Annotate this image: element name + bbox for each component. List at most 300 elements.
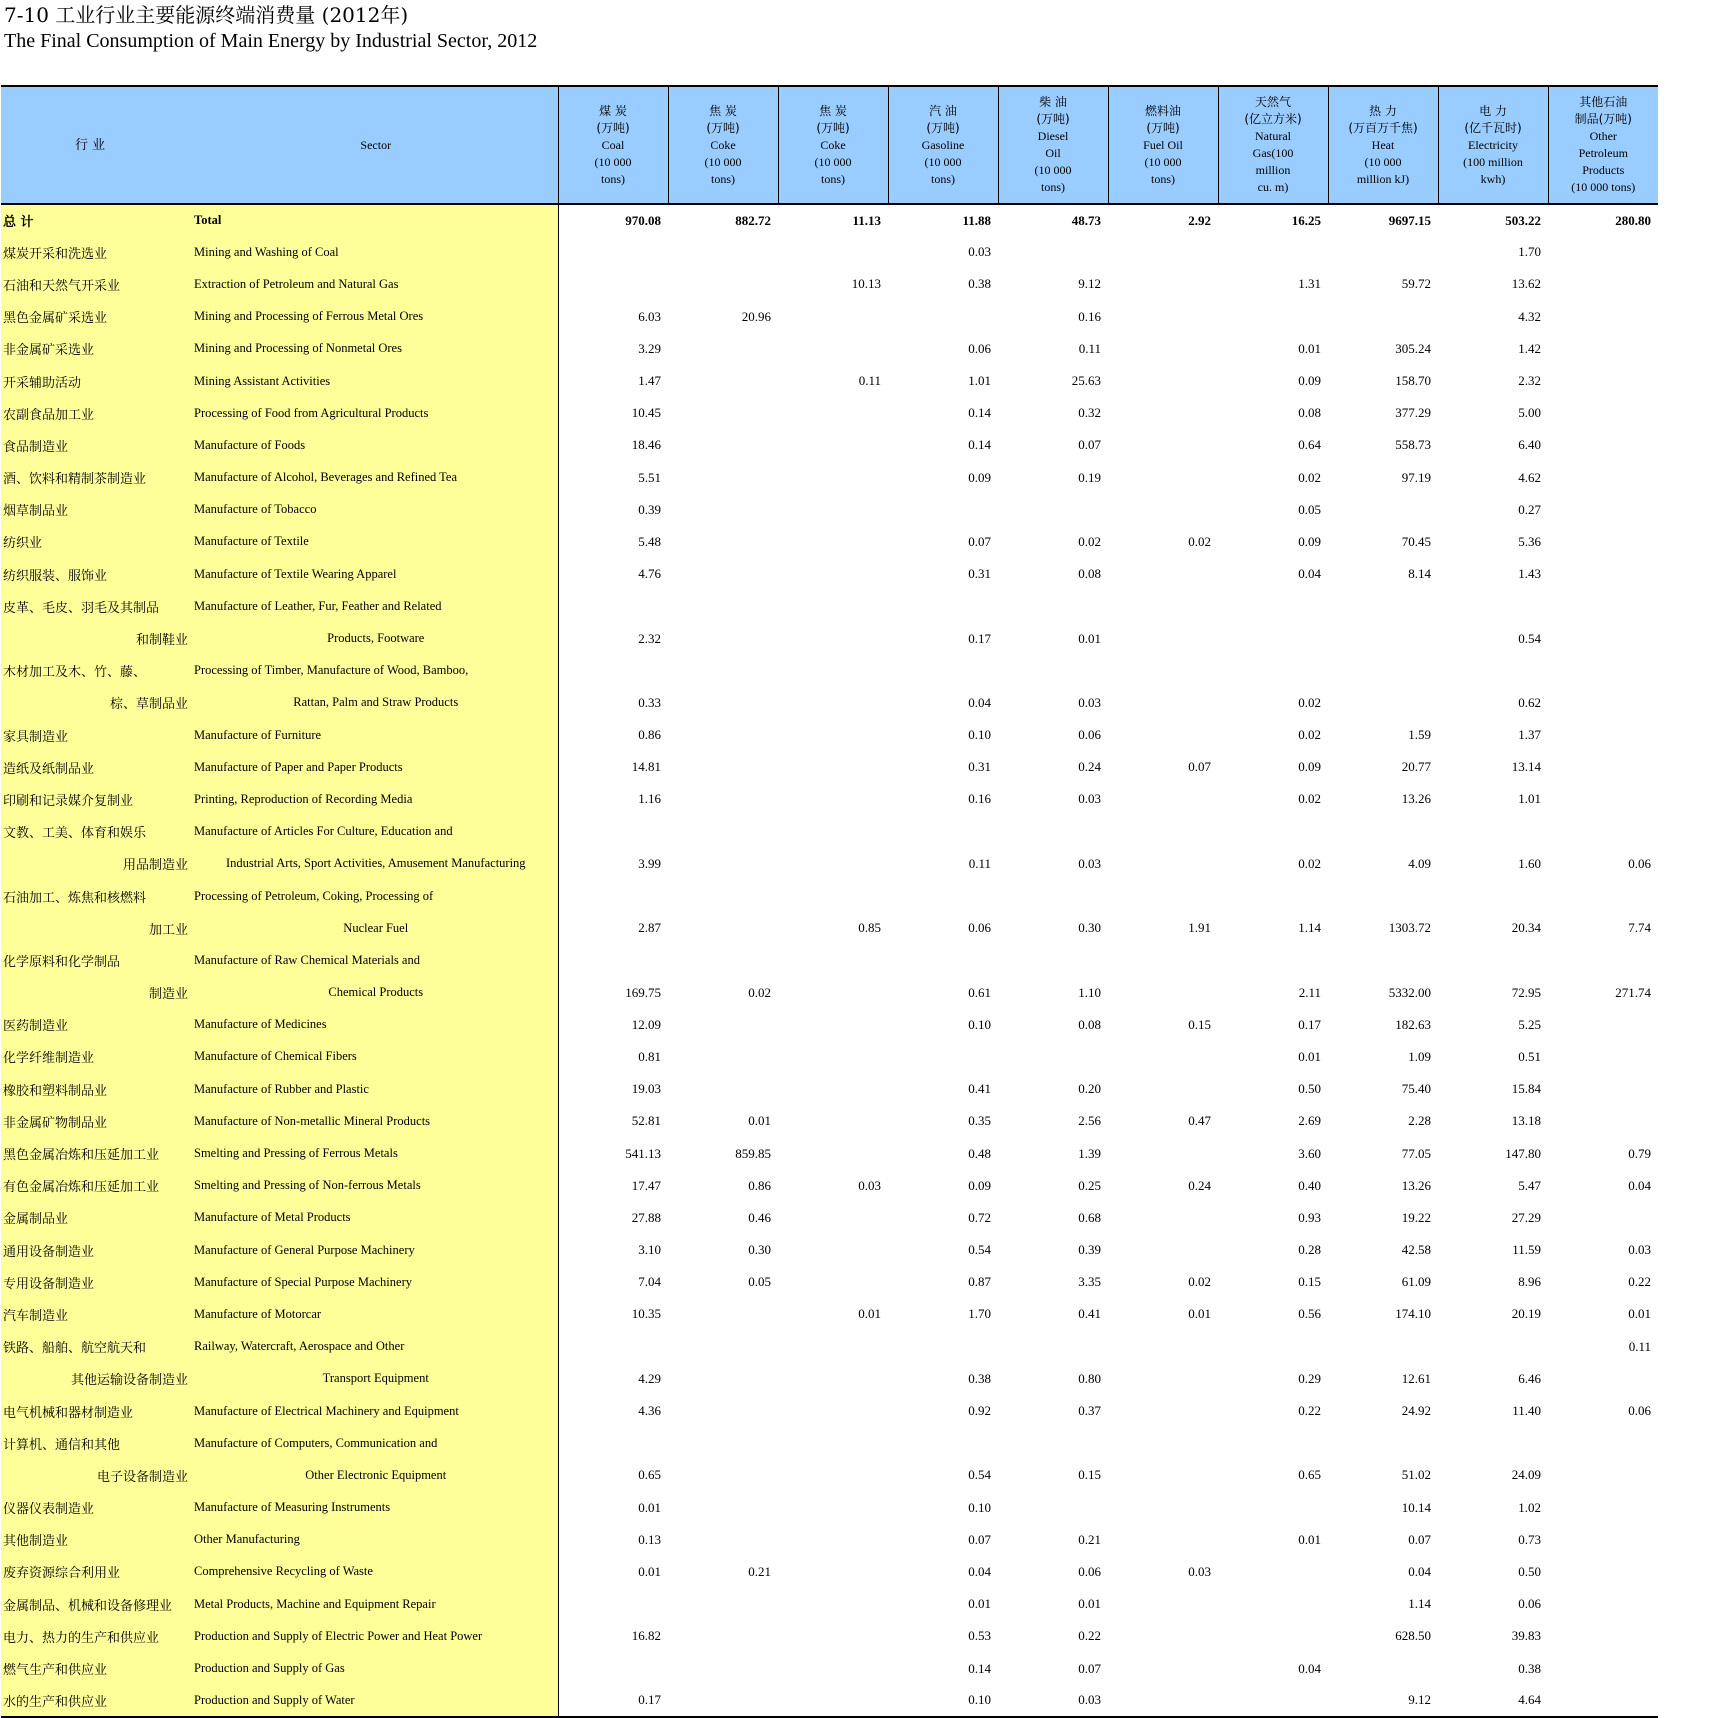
table-cell: 0.08 [1078, 566, 1101, 582]
table-cell [888, 880, 998, 912]
table-cell: 0.38 [1518, 1660, 1541, 1676]
table-cell: 9697.15 [1388, 212, 1431, 228]
table-row [1, 429, 1658, 461]
table-row [1, 1652, 1658, 1684]
table-cell [668, 1685, 778, 1717]
table-cell: 19.03 [558, 1073, 668, 1105]
table-body [1, 204, 1658, 1717]
header-column-en: tons) [1041, 180, 1065, 194]
table-cell: 5.36 [1518, 533, 1541, 549]
table-cell: 0.22 [1298, 1403, 1321, 1419]
table-cell [1548, 719, 1658, 751]
header-column-unit: (万吨) [816, 120, 850, 135]
table-cell [1108, 494, 1218, 526]
page-title-cn: 7-10 工业行业主要能源终端消费量 (2012年) [4, 3, 409, 27]
table-cell: 0.10 [968, 1016, 991, 1032]
table-cell: 14.81 [558, 751, 668, 783]
table-cell [778, 397, 888, 429]
table-cell: 169.75 [558, 977, 668, 1009]
row-sector-cn: 制造业 [1, 977, 194, 1009]
table-cell [668, 1524, 778, 1556]
table-cell [668, 944, 778, 976]
table-cell: 0.86 [748, 1177, 771, 1193]
table-cell [778, 1363, 888, 1395]
table-cell: 0.93 [1298, 1209, 1321, 1225]
table-cell: 20.96 [741, 308, 771, 324]
table-cell: 0.07 [1078, 437, 1101, 453]
table-row [1, 1427, 1658, 1459]
header-sector-cn: 行 业 [1, 86, 194, 204]
table-cell [778, 622, 888, 654]
table-cell [998, 236, 1108, 268]
row-sector-cn: 其他制造业 [1, 1524, 194, 1556]
table-cell: 13.14 [1511, 759, 1541, 775]
table-cell: 0.28 [1298, 1242, 1321, 1258]
table-row [1, 848, 1658, 880]
table-cell [558, 816, 668, 848]
row-sector-cn: 非金属矿采选业 [1, 333, 194, 365]
row-sector-en: Total [194, 204, 558, 236]
table-cell [778, 816, 888, 848]
table-cell [668, 236, 778, 268]
table-cell [558, 1331, 668, 1363]
row-sector-cn: 纺织服装、服饰业 [1, 558, 194, 590]
table-cell [1328, 1331, 1438, 1363]
table-cell: 12.61 [1401, 1370, 1431, 1386]
table-cell: 72.95 [1511, 984, 1541, 1000]
row-sector-en: Printing, Reproduction of Recording Media [194, 783, 558, 815]
table-cell [1548, 397, 1658, 429]
table-cell: 0.09 [968, 1177, 991, 1193]
table-cell: 4.36 [558, 1395, 668, 1427]
row-sector-en: Smelting and Pressing of Ferrous Metals [194, 1137, 558, 1169]
table-cell [778, 1331, 888, 1363]
table-cell [1218, 1588, 1328, 1620]
table-cell [1328, 494, 1438, 526]
row-sector-cn: 水的生产和供应业 [1, 1685, 194, 1717]
table-row [1, 1459, 1658, 1491]
table-row [1, 301, 1658, 333]
table-cell [778, 1105, 888, 1137]
table-cell [1108, 1395, 1218, 1427]
table-cell: 0.92 [968, 1403, 991, 1419]
table-cell [778, 1395, 888, 1427]
header-column-en: Other [1589, 129, 1617, 143]
table-cell: 0.41 [968, 1081, 991, 1097]
row-sector-cn: 电子设备制造业 [1, 1459, 194, 1491]
table-cell: 5.51 [558, 462, 668, 494]
table-cell: 0.04 [968, 1563, 991, 1579]
header-column-en: tons) [1151, 171, 1175, 186]
table-cell [1548, 1685, 1658, 1717]
row-sector-cn: 金属制品、机械和设备修理业 [1, 1588, 194, 1620]
row-sector-cn: 酒、饮料和精制茶制造业 [1, 462, 194, 494]
table-row [1, 1492, 1658, 1524]
table-cell [1438, 1331, 1548, 1363]
table-cell: 4.64 [1438, 1685, 1548, 1717]
header-column [1108, 86, 1218, 204]
table-cell [1108, 783, 1218, 815]
row-sector-cn: 煤炭开采和洗选业 [1, 236, 194, 268]
table-cell [778, 1556, 888, 1588]
table-cell: 3.29 [558, 333, 668, 365]
row-sector-en: Rattan, Palm and Straw Products [194, 687, 558, 719]
table-cell: 18.46 [558, 429, 668, 461]
row-sector-en: Manufacture of Textile [194, 526, 558, 558]
table-cell [778, 236, 888, 268]
table-row [1, 622, 1658, 654]
row-sector-en: Manufacture of Medicines [194, 1009, 558, 1041]
table-cell [668, 1298, 778, 1330]
table-cell [1548, 1363, 1658, 1395]
table-cell [1548, 1041, 1658, 1073]
row-sector-cn: 木材加工及木、竹、藤、 [1, 655, 194, 687]
table-cell: 0.50 [1298, 1081, 1321, 1097]
table-cell [1108, 977, 1218, 1009]
row-sector-en: Mining and Processing of Nonmetal Ores [194, 333, 558, 365]
table-cell: 0.09 [968, 469, 991, 485]
table-cell [778, 1652, 888, 1684]
row-sector-cn: 专用设备制造业 [1, 1266, 194, 1298]
table-cell: 0.03 [1078, 694, 1101, 710]
table-cell [1328, 590, 1438, 622]
table-cell [1548, 1427, 1658, 1459]
header-column-en: Coke [710, 137, 736, 152]
table-cell: 0.02 [1298, 469, 1321, 485]
table-cell: 0.05 [1298, 501, 1321, 517]
table-cell: 0.03 [998, 1685, 1108, 1717]
table-cell [778, 719, 888, 751]
table-cell [1218, 655, 1328, 687]
table-cell [668, 397, 778, 429]
table-cell: 0.01 [858, 1306, 881, 1322]
table-cell: 0.03 [1078, 791, 1101, 807]
table-cell [1108, 1137, 1218, 1169]
table-cell: 0.02 [1188, 1274, 1211, 1290]
header-column-en: cu. m) [1257, 180, 1289, 194]
table-cell: 1.10 [1078, 984, 1101, 1000]
table-cell: 1.91 [1188, 920, 1211, 936]
table-cell [558, 1427, 668, 1459]
header-column [998, 86, 1108, 204]
table-cell: 0.27 [1518, 501, 1541, 517]
table-cell: 0.02 [1298, 855, 1321, 871]
table-cell [888, 816, 998, 848]
table-row [1, 1556, 1658, 1588]
row-sector-en: Manufacture of Computers, Communication and [194, 1427, 558, 1459]
table-cell [668, 1363, 778, 1395]
table-cell: 0.30 [1078, 920, 1101, 936]
table-row [1, 333, 1658, 365]
table-cell [1548, 622, 1658, 654]
row-sector-cn: 非金属矿物制品业 [1, 1105, 194, 1137]
row-sector-en: Manufacture of Textile Wearing Apparel [194, 558, 558, 590]
table-cell: 24.92 [1401, 1403, 1431, 1419]
row-sector-en: Manufacture of Articles For Culture, Education and [194, 816, 558, 848]
table-cell [668, 333, 778, 365]
table-cell: 1.70 [968, 1306, 991, 1322]
table-cell: 6.40 [1518, 437, 1541, 453]
table-cell [1108, 397, 1218, 429]
table-cell: 0.16 [968, 791, 991, 807]
table-cell [1218, 944, 1328, 976]
row-sector-cn: 家具制造业 [1, 719, 194, 751]
header-column-unit: (万吨) [1036, 112, 1070, 126]
row-sector-cn: 印刷和记录媒介复制业 [1, 783, 194, 815]
table-cell [888, 655, 998, 687]
header-column-unit: (万百万千焦) [1348, 120, 1418, 135]
header-column-en: (10 000 [924, 154, 962, 169]
table-cell [1108, 880, 1218, 912]
table-cell [778, 429, 888, 461]
table-cell [1548, 590, 1658, 622]
table-cell: 0.38 [968, 1370, 991, 1386]
header-column-en: Electricity [1468, 137, 1518, 152]
row-sector-en: Railway, Watercraft, Aerospace and Other [194, 1331, 558, 1363]
table-cell [998, 1041, 1108, 1073]
row-sector-en: Nuclear Fuel [194, 912, 558, 944]
row-sector-cn: 铁路、船舶、航空航天和 [1, 1331, 194, 1363]
table-cell [1438, 1427, 1548, 1459]
table-cell [1328, 687, 1438, 719]
table-cell: 0.35 [968, 1113, 991, 1129]
table-cell [1108, 429, 1218, 461]
table-cell: 0.03 [1628, 1242, 1651, 1258]
table-cell: 1.01 [968, 373, 991, 389]
table-cell: 5.00 [1518, 405, 1541, 421]
row-sector-en: Processing of Timber, Manufacture of Wood, Bamboo, [194, 655, 558, 687]
table-cell: 0.54 [968, 1467, 991, 1483]
table-cell [1218, 1556, 1328, 1588]
row-sector-cn: 电气机械和器材制造业 [1, 1395, 194, 1427]
table-cell: 0.01 [1078, 1596, 1101, 1612]
header-column-unit: (万吨) [926, 120, 960, 135]
header-column [1438, 86, 1548, 204]
table-cell [778, 1041, 888, 1073]
table-cell: 0.07 [1408, 1531, 1431, 1547]
table-cell [1108, 622, 1218, 654]
row-sector-en: Smelting and Pressing of Non-ferrous Metals [194, 1170, 558, 1202]
table-row [1, 783, 1658, 815]
table-cell: 3.60 [1298, 1145, 1321, 1161]
table-cell: 0.03 [858, 1177, 881, 1193]
table-cell: 0.14 [968, 405, 991, 421]
row-sector-cn: 电力、热力的生产和供应业 [1, 1620, 194, 1652]
table-row [1, 462, 1658, 494]
table-cell: 10.13 [851, 276, 881, 292]
table-cell [668, 751, 778, 783]
table-cell: 4.76 [558, 558, 668, 590]
table-cell [1328, 236, 1438, 268]
table-cell [1218, 816, 1328, 848]
table-cell: 859.85 [735, 1145, 771, 1161]
table-cell [778, 751, 888, 783]
table-cell: 13.26 [1401, 791, 1431, 807]
table-cell: 25.63 [1071, 373, 1101, 389]
table-cell [1548, 1652, 1658, 1684]
table-row [1, 397, 1658, 429]
table-cell: 4.62 [1518, 469, 1541, 485]
row-sector-en: Manufacture of Metal Products [194, 1202, 558, 1234]
table-cell: 0.50 [1518, 1563, 1541, 1579]
table-row [1, 1298, 1658, 1330]
table-row [1, 655, 1658, 687]
table-cell [1548, 333, 1658, 365]
table-cell: 305.24 [1395, 340, 1431, 356]
table-cell: 0.10 [968, 1499, 991, 1515]
table-cell: 0.31 [968, 566, 991, 582]
table-row [1, 268, 1658, 300]
table-cell [778, 301, 888, 333]
table-cell [1108, 816, 1218, 848]
row-sector-en: Manufacture of Measuring Instruments [194, 1492, 558, 1524]
table-cell: 0.65 [558, 1459, 668, 1491]
table-cell: 27.88 [558, 1202, 668, 1234]
header-column-en: Petroleum [1578, 146, 1628, 160]
table-cell [778, 848, 888, 880]
table-cell [778, 494, 888, 526]
table-cell: 0.21 [1078, 1531, 1101, 1547]
table-cell: 70.45 [1401, 533, 1431, 549]
table-cell: 1.01 [1518, 791, 1541, 807]
table-cell: 1.14 [1298, 920, 1321, 936]
header-column [778, 86, 888, 204]
row-sector-cn: 医药制造业 [1, 1009, 194, 1041]
table-cell: 11.59 [1512, 1242, 1541, 1258]
table-cell: 0.01 [1078, 630, 1101, 646]
table-cell [1548, 365, 1658, 397]
table-cell [1548, 1073, 1658, 1105]
header-column [1328, 86, 1438, 204]
table-cell: 3.35 [1078, 1274, 1101, 1290]
table-cell: 0.62 [1518, 694, 1541, 710]
table-cell [1328, 655, 1438, 687]
table-cell [668, 590, 778, 622]
table-cell: 0.86 [558, 719, 668, 751]
row-sector-cn: 加工业 [1, 912, 194, 944]
table-cell [1108, 1620, 1218, 1652]
table-row [1, 494, 1658, 526]
row-sector-cn: 计算机、通信和其他 [1, 1427, 194, 1459]
header-column-cn: 电 力 [1479, 103, 1507, 118]
table-row [1, 526, 1658, 558]
table-cell: 0.14 [968, 437, 991, 453]
table-cell: 0.31 [968, 759, 991, 775]
row-sector-en: Other Manufacturing [194, 1524, 558, 1556]
table-cell [558, 590, 668, 622]
table-cell [1218, 1492, 1328, 1524]
header-column-cn: 焦 炭 [709, 103, 737, 118]
table-cell [1548, 1556, 1658, 1588]
table-cell [668, 1331, 778, 1363]
table-row [1, 1202, 1658, 1234]
table-cell [1548, 1459, 1658, 1491]
row-sector-cn: 化学原料和化学制品 [1, 944, 194, 976]
table-cell [778, 1685, 888, 1717]
table-cell [668, 429, 778, 461]
table-cell [1218, 1685, 1328, 1717]
table-cell: 0.07 [968, 1531, 991, 1547]
row-sector-cn: 石油和天然气开采业 [1, 268, 194, 300]
table-cell [1108, 1041, 1218, 1073]
table-cell: 7.74 [1628, 920, 1651, 936]
table-cell: 16.25 [1291, 212, 1321, 228]
table-cell: 147.80 [1505, 1145, 1541, 1161]
table-cell [1438, 944, 1548, 976]
table-row [1, 1137, 1658, 1169]
table-row [1, 880, 1658, 912]
row-sector-cn: 石油加工、炼焦和核燃料 [1, 880, 194, 912]
row-sector-cn: 其他运输设备制造业 [1, 1363, 194, 1395]
table-cell [668, 526, 778, 558]
header-column-en: Coal [601, 137, 625, 152]
table-cell: 0.06 [968, 920, 991, 936]
table-cell [1328, 816, 1438, 848]
table-cell [1328, 622, 1438, 654]
table-cell [668, 365, 778, 397]
table-cell: 4.29 [558, 1363, 668, 1395]
table-row [1, 1170, 1658, 1202]
table-cell [778, 977, 888, 1009]
table-cell: 10.35 [558, 1298, 668, 1330]
header-column-en: (10 000 [704, 154, 742, 169]
row-sector-en: Manufacture of Chemical Fibers [194, 1041, 558, 1073]
table-cell: 0.19 [1078, 469, 1101, 485]
table-cell [1108, 687, 1218, 719]
table-cell [1108, 655, 1218, 687]
table-cell [778, 333, 888, 365]
header-column-en: Gas(100 [1252, 146, 1294, 160]
table-cell: 1.39 [1078, 1145, 1101, 1161]
table-cell [1328, 1652, 1438, 1684]
header-column-unit: (万吨) [596, 120, 630, 135]
table-cell: 27.29 [1511, 1209, 1541, 1225]
table-cell: 0.17 [968, 630, 991, 646]
table-cell [1108, 1202, 1218, 1234]
table-cell [998, 944, 1108, 976]
table-cell: 11.40 [1512, 1403, 1541, 1419]
table-cell: 17.47 [558, 1170, 668, 1202]
table-cell: 0.01 [748, 1113, 771, 1129]
header-column-en: Gasoline [921, 137, 965, 152]
table-cell: 0.07 [1188, 759, 1211, 775]
header-column-en: (10 000 [1144, 154, 1182, 169]
table-cell: 2.32 [558, 622, 668, 654]
table-cell: 12.09 [558, 1009, 668, 1041]
table-cell [668, 1492, 778, 1524]
table-cell: 0.29 [1298, 1370, 1321, 1386]
table-cell [778, 1009, 888, 1041]
table-cell: 0.07 [968, 533, 991, 549]
table-cell: 0.65 [1298, 1467, 1321, 1483]
table-cell: 0.05 [748, 1274, 771, 1290]
table-cell: 0.68 [1078, 1209, 1101, 1225]
header-column-unit: 制品(万吨) [1574, 112, 1632, 126]
table-cell [778, 462, 888, 494]
table-cell: 6.46 [1518, 1370, 1541, 1386]
table-cell: 0.73 [1518, 1531, 1541, 1547]
table-cell [778, 1234, 888, 1266]
row-sector-cn: 文教、工美、体育和娱乐 [1, 816, 194, 848]
table-cell: 0.02 [748, 984, 771, 1000]
table-cell [1108, 1524, 1218, 1556]
table-cell [668, 1459, 778, 1491]
header-column-en: (10 000 tons) [1571, 180, 1636, 194]
table-cell [778, 558, 888, 590]
table-cell [1438, 880, 1548, 912]
table-cell [888, 1041, 998, 1073]
table-cell: 19.22 [1401, 1209, 1431, 1225]
